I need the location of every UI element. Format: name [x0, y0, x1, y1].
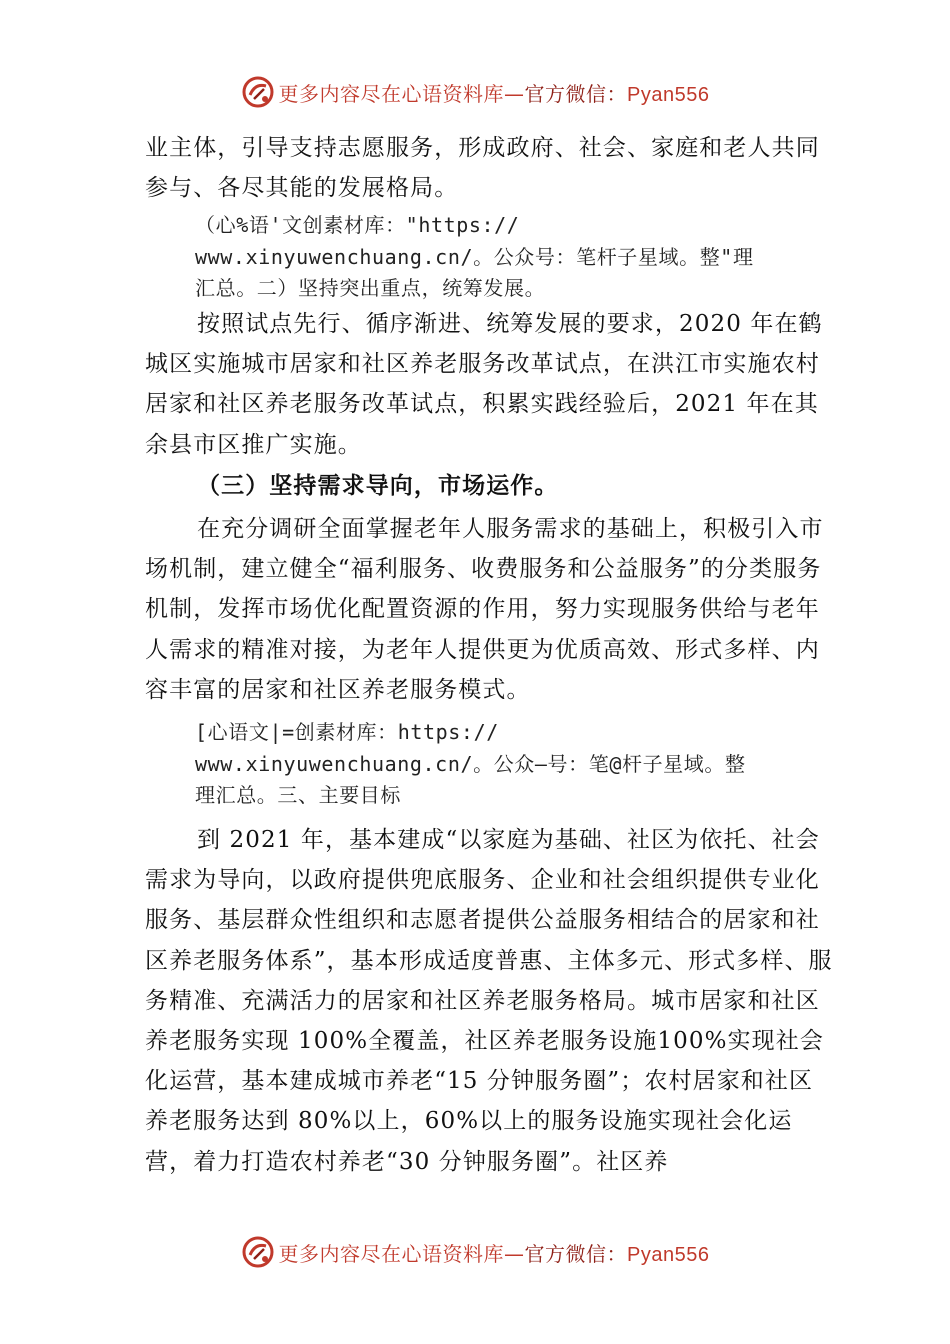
logo-icon [241, 75, 275, 109]
paragraph-3: 在充分调研全面掌握老年人服务需求的基础上，积极引入市场机制，建立健全“福利服务、收费服务和公益服务”的分类服务机制，发挥市场优化配置资源的作用，努力实现服务供给与老年人需求的精准对接，为老年人提供更为优质高效、形式多样、内容丰富的居家和社区养老服务模式。 [145, 516, 824, 703]
footer-banner-id: Pyan556 [627, 1243, 710, 1266]
footer-banner-text [279, 1238, 710, 1267]
logo-icon [241, 1235, 275, 1269]
footer-banner-dash: — [504, 1241, 525, 1266]
watermark-note-1: （心%语'文创素材库："https:// www.xinyuwenchuang.cn/。公众号：笔杆子星域。整"理 汇总。二）坚持突出重点，统筹发展。 [195, 213, 754, 300]
footer-banner-label: 官方微信： [524, 1241, 628, 1266]
header-banner-text [279, 78, 710, 107]
header-banner-main: 更多内容尽在心语资料库 [278, 81, 505, 106]
footer-banner-main: 更多内容尽在心语资料库 [278, 1241, 505, 1266]
paragraph-4: 到 2021 年，基本建成“以家庭为基础、社区为依托、社会需求为导向，以政府提供兜底服务、企业和社会组织提供专业化服务、基层群众性组织和志愿者提供公益服务相结合的居家和社区养老服务体系”，基本形成适度普惠、主体多元、形式多样、服务精准、充满活力的居家和社区养老服务格局。城市居家和社区养老服务实现 100%全覆盖，社区养老服务设施100%实现社会化运营，基本建成城市养老“15 分钟服务圈”；农村居家和社区养老服务达到 80%以上，60%以上的服务设施实现社会化运营，着力打造农村养老“30 分钟服务圈”。社区养 [145, 827, 833, 1175]
header-banner-label: 官方微信： [524, 81, 628, 106]
header-banner [0, 72, 950, 112]
header-banner-id: Pyan556 [627, 83, 710, 106]
watermark-note-2: [心语文|=创素材库：https:// www.xinyuwenchuang.cn/。公众—号：笔@杆子星域。整 理汇总。三、主要目标 [195, 720, 746, 807]
section-heading-3: （三）坚持需求导向，市场运作。 [197, 472, 559, 499]
paragraph-2: 按照试点先行、循序渐进、统筹发展的要求，2020 年在鹤城区实施城市居家和社区养老服务改革试点，在洪江市实施农村居家和社区养老服务改革试点，积累实践经验后，2021 年在其余县市区推广实施。 [145, 311, 823, 458]
footer-banner [0, 1232, 950, 1272]
header-banner-dash: — [504, 81, 525, 106]
paragraph-1: 业主体，引导支持志愿服务，形成政府、社会、家庭和老人共同参与、各尽其能的发展格局。 [145, 135, 820, 202]
